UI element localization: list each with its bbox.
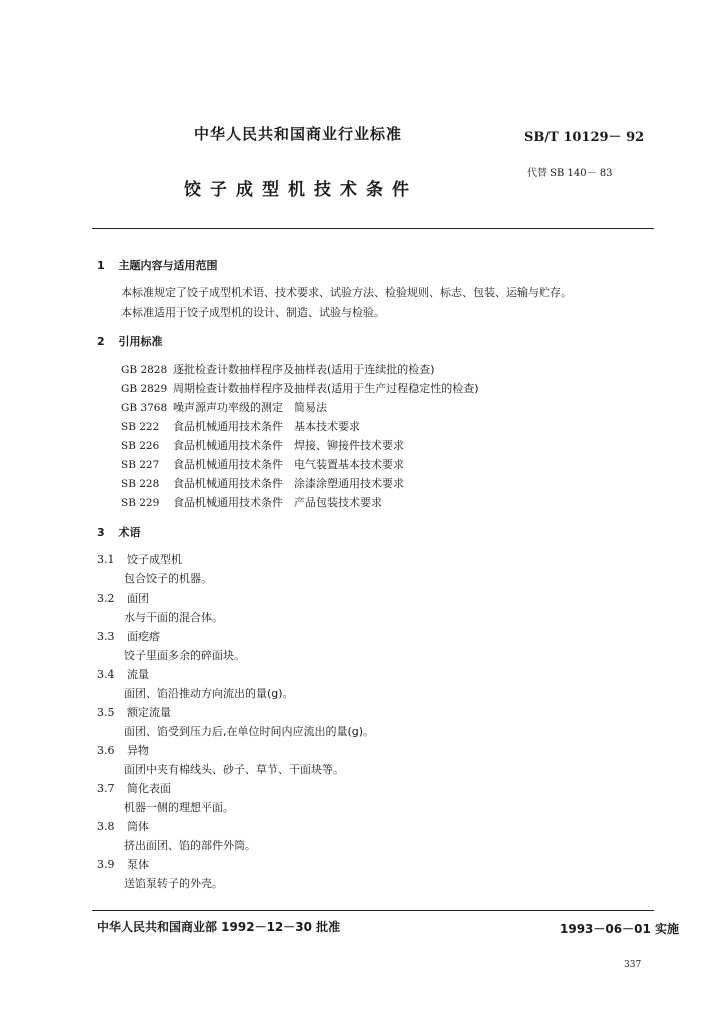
reference-item	[121, 475, 404, 491]
replaces-note: 代替 SB 140－ 83	[527, 168, 613, 179]
term-definition: 送馅泵转子的外壳。	[124, 877, 223, 890]
term-name: 筒体	[127, 820, 149, 833]
term-definition: 面团、馅沿推动方向流出的量(g)。	[124, 687, 294, 700]
term-number: 3.2	[97, 592, 115, 605]
reference-text: 噪声源声功率级的测定 简易法	[173, 401, 327, 414]
term-heading	[97, 704, 171, 720]
reference-text: 周期检查计数抽样程序及抽样表(适用于生产过程稳定性的检查)	[173, 382, 479, 395]
term-heading	[97, 666, 149, 682]
section-1-heading	[97, 257, 218, 273]
reference-item	[121, 494, 382, 510]
term-number: 3.6	[97, 744, 115, 757]
term-definition: 面团、馅受到压力后,在单位时间内应流出的量(g)。	[124, 725, 375, 738]
term-number: 3.5	[97, 706, 115, 719]
term-name: 简化表面	[127, 782, 171, 795]
term-heading	[97, 551, 182, 567]
footer-rule	[92, 910, 654, 911]
reference-text: 食品机械通用技术条件 基本技术要求	[173, 420, 360, 433]
term-heading	[97, 742, 149, 758]
term-definition: 水与干面的混合体。	[124, 611, 223, 624]
term-name: 异物	[127, 744, 149, 757]
reference-code: SB 226	[121, 440, 160, 452]
term-heading	[97, 856, 149, 872]
reference-item	[121, 437, 404, 453]
term-definition: 面团中夹有棉线头、砂子、草节、干面块等。	[124, 763, 344, 776]
term-definition: 包合饺子的机器。	[124, 572, 212, 585]
term-definition: 挤出面团、馅的部件外筒。	[124, 839, 256, 852]
reference-text: 逐批检查计数抽样程序及抽样表(适用于连续批的检查)	[173, 363, 435, 376]
reference-code: GB 3768	[121, 402, 168, 414]
reference-item	[121, 399, 327, 415]
section-title: 主题内容与适用范围	[118, 259, 218, 272]
term-number: 3.3	[97, 630, 115, 643]
term-name: 泵体	[127, 858, 149, 871]
reference-item	[121, 418, 360, 434]
section-2-heading	[97, 333, 163, 349]
section-number: 1	[97, 259, 105, 272]
section-title: 术语	[118, 526, 141, 539]
reference-code: SB 229	[121, 497, 160, 509]
paragraph: 本标准规定了饺子成型机术语、技术要求、试验方法、检验规则、标志、包装、运输与贮存。	[121, 286, 572, 299]
term-name: 面团	[127, 592, 149, 605]
term-number: 3.4	[97, 668, 115, 681]
section-title: 引用标准	[118, 335, 163, 348]
term-name: 额定流量	[127, 706, 171, 719]
standard-title: 中华人民共和国商业行业标准	[194, 125, 403, 143]
approval-note: 中华人民共和国商业部 1992－12－30 批准	[97, 920, 341, 934]
document-title: 饺子成型机技术条件	[184, 180, 418, 200]
term-name: 饺子成型机	[127, 553, 182, 566]
reference-text: 食品机械通用技术条件 涂漆涂塑通用技术要求	[173, 477, 404, 490]
term-heading	[97, 780, 171, 796]
reference-code: SB 222	[121, 421, 160, 433]
term-name: 流量	[127, 668, 149, 681]
term-definition: 饺子里面多余的碎面块。	[124, 649, 245, 662]
term-heading	[97, 628, 160, 644]
section-number: 2	[97, 335, 105, 348]
reference-code: SB 228	[121, 478, 160, 490]
term-definition: 机器一侧的理想平面。	[124, 801, 234, 814]
standard-code: SB/T 10129－ 92	[524, 130, 645, 145]
reference-item	[121, 380, 479, 396]
reference-code: GB 2828	[121, 364, 168, 376]
term-heading	[97, 590, 149, 606]
reference-text: 食品机械通用技术条件 电气装置基本技术要求	[173, 458, 404, 471]
reference-item	[121, 456, 404, 472]
term-heading	[97, 818, 149, 834]
term-number: 3.7	[97, 782, 115, 795]
reference-text: 食品机械通用技术条件 焊接、铆接件技术要求	[173, 439, 404, 452]
term-number: 3.1	[97, 553, 115, 566]
paragraph: 本标准适用于饺子成型机的设计、制造、试验与检验。	[121, 306, 385, 319]
header-rule	[92, 228, 654, 229]
reference-text: 食品机械通用技术条件 产品包装技术要求	[173, 496, 382, 509]
page-number: 337	[624, 960, 642, 970]
reference-item	[121, 361, 435, 377]
term-number: 3.9	[97, 858, 115, 871]
section-3-heading	[97, 524, 141, 540]
effective-date: 1993－06－01 实施	[560, 922, 679, 936]
section-number: 3	[97, 526, 105, 539]
reference-code: SB 227	[121, 459, 160, 471]
term-number: 3.8	[97, 820, 115, 833]
reference-code: GB 2829	[121, 383, 168, 395]
term-name: 面疙瘩	[127, 630, 160, 643]
